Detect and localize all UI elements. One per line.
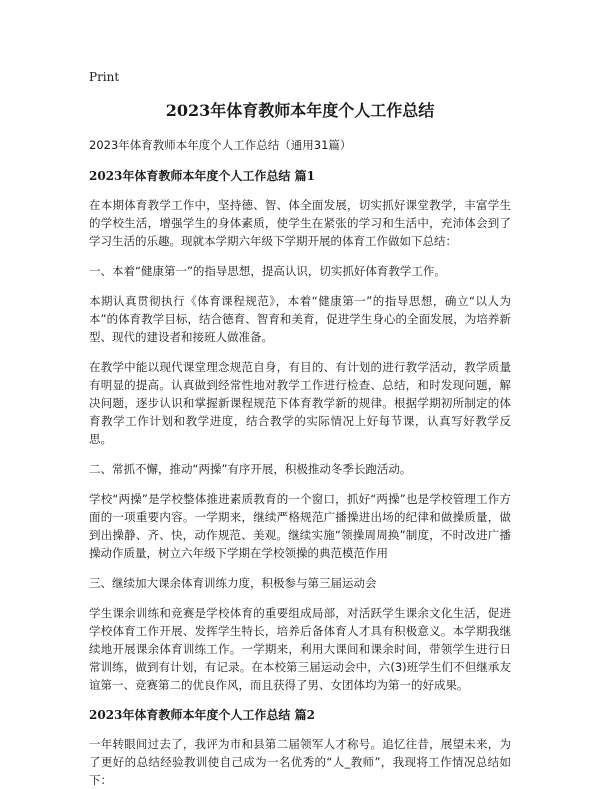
paragraph-curriculum: 本期认真贯彻执行《体育课程规范》，本着“健康第一”的指导思想，确立“以人为本”的体育教学目标，结合德育、智育和美育，促进学生身心的全面发展，为培养新型、现代的建设者和接班人做准备。 (89, 294, 511, 344)
paragraph-section2-intro: 一年转眼间过去了，我评为市和县第二届领军人才称号。追忆往昔，展望未来，为了更好的总结经验教训使自己成为一名优秀的“人_教师”，我现将工作情况总结如下： (89, 737, 511, 787)
paragraph-point-1: 一、本着“健康第一”的指导思想，提高认识，切实抓好体育教学工作。 (89, 264, 446, 278)
section-heading-1: 2023年体育教师本年度个人工作总结 篇1 (89, 169, 315, 183)
paragraph-intro: 在本期体育教学工作中，坚持德、智、体全面发展，切实抓好课堂教学，丰富学生的学校生活，增强学生的身体素质，使学生在紧张的学习和生活中，充沛体会到了学习生活的乐趣。现就本学期六年级下学期开展的体育工作做如下总结： (89, 198, 511, 248)
paragraph-training: 学生课余训练和竞赛是学校体育的重要组成局部，对活跃学生课余文化生活，促进学校体育工作开展、发挥学生特长，培养后备体育人才具有积极意义。本学期我继续地开展课余体育训练工作。一学期来，利用大课间和课余时间，带领学生进行日常训练，做到有计划，有记录。在本校第三届运动会中，六(3)班学生们不但继承友谊第一、竞赛第二的优良作风，而且获得了男、女团体均为第一的好成果。 (89, 606, 511, 692)
paragraph-teaching: 在教学中能以现代课堂理念规范自身，有目的、有计划的进行教学活动，教学质量有明显的提高。认真做到经常性地对教学工作进行检查、总结，和时发现问题，解决问题，逐步认识和掌握新课程规范下体育教学新的规律。根据学期初所制定的体育教学工作计划和教学进度，结合教学的实际情况上好每节课，认真写好教学反思。 (89, 360, 511, 446)
paragraph-point-3: 三、继续加大课余体育训练力度，积极参与第三届运动会 (89, 576, 377, 590)
paragraph-exercises: 学校“两操”是学校整体推进素质教育的一个窗口，抓好“两操”也是学校管理工作方面的一项重要内容。一学期来，继续严格规范广播操进出场的纪律和做操质量，做到出操静、齐、快，动作规范、美观。继续实施“领操周周换”制度，不时改进广播操动作质量，树立六年级下学期在学校领操的典范模范作用 (89, 492, 511, 560)
section-heading-2: 2023年体育教师本年度个人工作总结 篇2 (89, 708, 315, 722)
paragraph-point-2: 二、常抓不懈，推动“两操”有序开展，积极推动冬季长跑活动。 (89, 462, 412, 476)
print-label[interactable]: Print (89, 70, 120, 84)
document-subtitle: 2023年体育教师本年度个人工作总结（通用31篇） (89, 138, 352, 152)
document-title: 2023年体育教师本年度个人工作总结 (165, 101, 435, 120)
